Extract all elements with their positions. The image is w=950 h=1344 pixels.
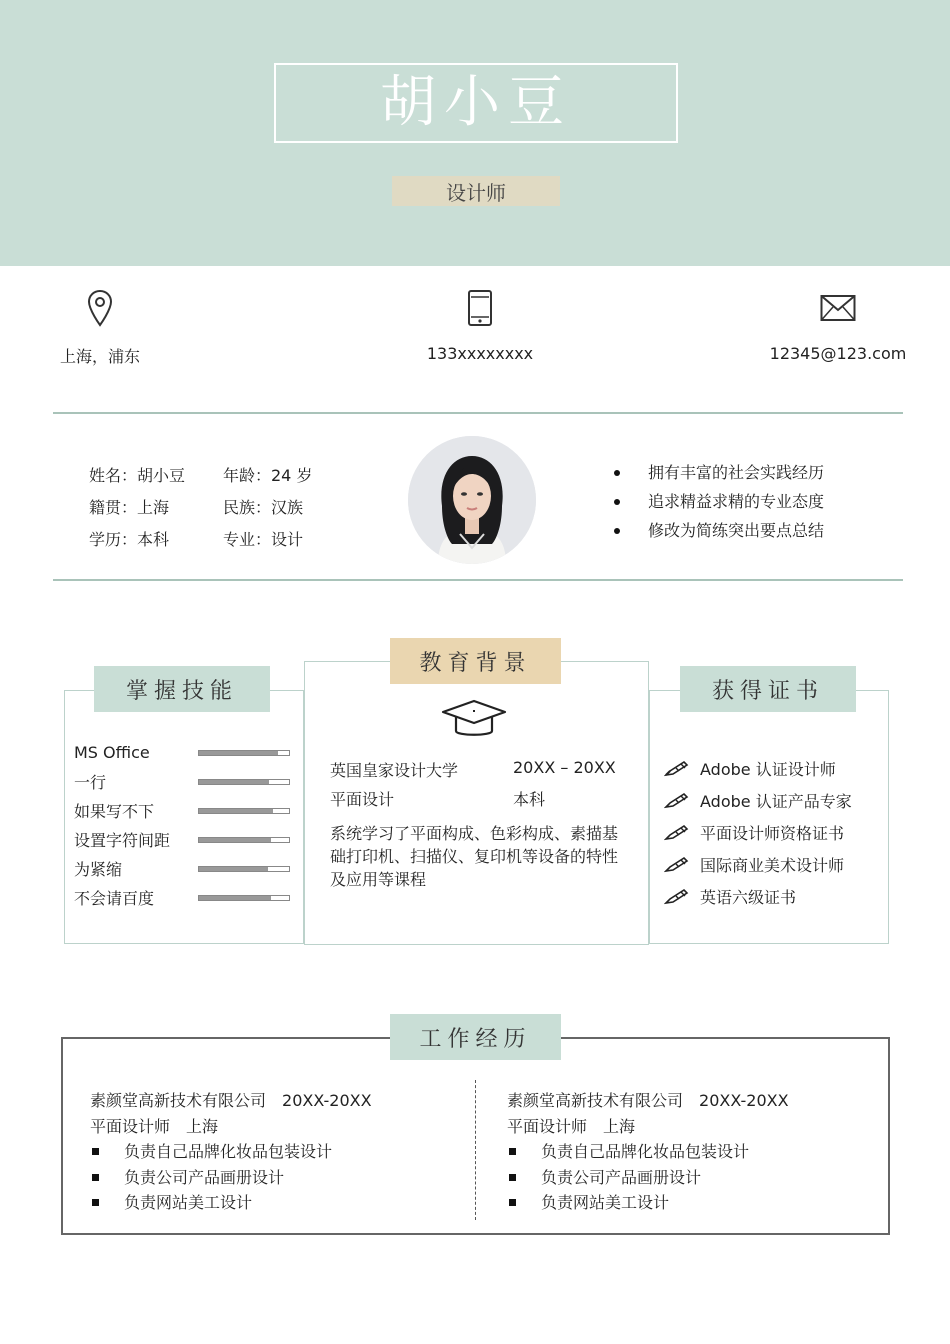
list-item: 追求精益求精的专业态度	[614, 487, 824, 516]
info-education: 学历：本科	[89, 530, 170, 549]
skill-bar	[198, 837, 290, 843]
person-name: 胡小豆	[380, 70, 572, 135]
list-item: Adobe 认证设计师	[664, 752, 852, 784]
education-major: 平面设计	[330, 790, 395, 809]
skill-bar	[198, 779, 290, 785]
pen-icon	[664, 823, 700, 841]
list-item: 负责自己品牌化妆品包装设计	[90, 1139, 388, 1165]
header-banner	[0, 0, 950, 266]
job-role: 平面设计师	[90, 1116, 171, 1136]
job-company: 素颜堂高新技术有限公司	[507, 1091, 684, 1110]
contact-email	[738, 286, 938, 363]
skill-bar-fill	[199, 867, 268, 871]
job-period: 20XX-20XX	[282, 1091, 372, 1110]
info-age: 年龄：24 岁	[223, 466, 313, 485]
education-period: 20XX – 20XX	[513, 758, 616, 777]
skill-row: 设置字符间距	[74, 825, 290, 854]
list-item: 平面设计师资格证书	[664, 816, 852, 848]
skill-bar-fill	[199, 896, 271, 900]
job-period: 20XX-20XX	[699, 1091, 789, 1110]
skill-bar	[198, 808, 290, 814]
job-title-badge: 设计师	[392, 176, 560, 206]
job-city: 上海	[603, 1116, 636, 1136]
basic-info	[89, 460, 312, 556]
list-item: 英语六级证书	[664, 880, 852, 912]
graduation-cap-icon	[440, 698, 508, 746]
list-item: 修改为简练突出要点总结	[614, 516, 824, 545]
skills-list	[74, 738, 290, 912]
divider-line-top	[53, 412, 903, 414]
location-pin-icon	[0, 286, 200, 330]
skill-bar	[198, 895, 290, 901]
skill-bar-fill	[199, 809, 273, 813]
job-company: 素颜堂高新技术有限公司	[90, 1091, 267, 1110]
list-item: 国际商业美术设计师	[664, 848, 852, 880]
contact-phone-text: 133xxxxxxxx	[426, 344, 534, 363]
contact-location	[0, 286, 200, 367]
education-school-row	[330, 758, 616, 781]
info-hometown: 籍贯：上海	[89, 498, 170, 517]
pen-icon	[664, 759, 700, 777]
education-school: 英国皇家设计大学	[330, 761, 459, 780]
skills-section-title: 掌握技能	[94, 666, 270, 712]
list-item: 负责网站美工设计	[507, 1190, 805, 1216]
list-item: 负责自己品牌化妆品包装设计	[507, 1139, 805, 1165]
skill-row: 一行	[74, 767, 290, 796]
contact-phone	[380, 286, 580, 363]
job-entry	[507, 1088, 805, 1216]
list-item: 拥有丰富的社会实践经历	[614, 458, 824, 487]
mobile-phone-icon	[380, 286, 580, 330]
avatar	[408, 436, 536, 564]
job-role: 平面设计师	[507, 1116, 588, 1136]
pen-icon	[664, 887, 700, 905]
skill-bar	[198, 750, 290, 756]
education-section-title: 教育背景	[390, 638, 561, 684]
skill-bar-fill	[199, 751, 278, 755]
skill-row: 如果写不下	[74, 796, 290, 825]
pen-icon	[664, 855, 700, 873]
skill-row: 为紧缩	[74, 854, 290, 883]
job-city: 上海	[186, 1116, 219, 1136]
work-section-title: 工作经历	[390, 1014, 561, 1060]
name-frame	[274, 63, 678, 143]
work-divider	[475, 1080, 476, 1220]
skill-row: MS Office	[74, 738, 290, 767]
envelope-icon	[738, 286, 938, 330]
pen-icon	[664, 791, 700, 809]
list-item: Adobe 认证产品专家	[664, 784, 852, 816]
divider-line-bottom	[53, 579, 903, 581]
info-name: 姓名：胡小豆	[89, 466, 186, 485]
skill-bar-fill	[199, 780, 269, 784]
education-description: 系统学习了平面构成、色彩构成、素描基础打印机、扫描仪、复印机等设备的特性及应用等课程	[330, 824, 619, 889]
list-item: 负责公司产品画册设计	[90, 1165, 388, 1191]
info-ethnicity: 民族：汉族	[223, 498, 304, 517]
certificates-section-title: 获得证书	[680, 666, 856, 712]
skill-bar	[198, 866, 290, 872]
traits-list	[614, 458, 824, 545]
list-item: 负责网站美工设计	[90, 1190, 388, 1216]
contact-location-text: 上海，浦东	[59, 347, 140, 366]
job-entry	[90, 1088, 388, 1216]
contact-email-text: 12345@123.com	[769, 344, 907, 363]
education-degree: 本科	[513, 790, 546, 809]
list-item: 负责公司产品画册设计	[507, 1165, 805, 1191]
info-major: 专业：设计	[223, 530, 304, 549]
skill-row: 不会请百度	[74, 883, 290, 912]
education-major-row	[330, 787, 545, 810]
certificates-list	[664, 752, 852, 912]
skill-bar-fill	[199, 838, 271, 842]
